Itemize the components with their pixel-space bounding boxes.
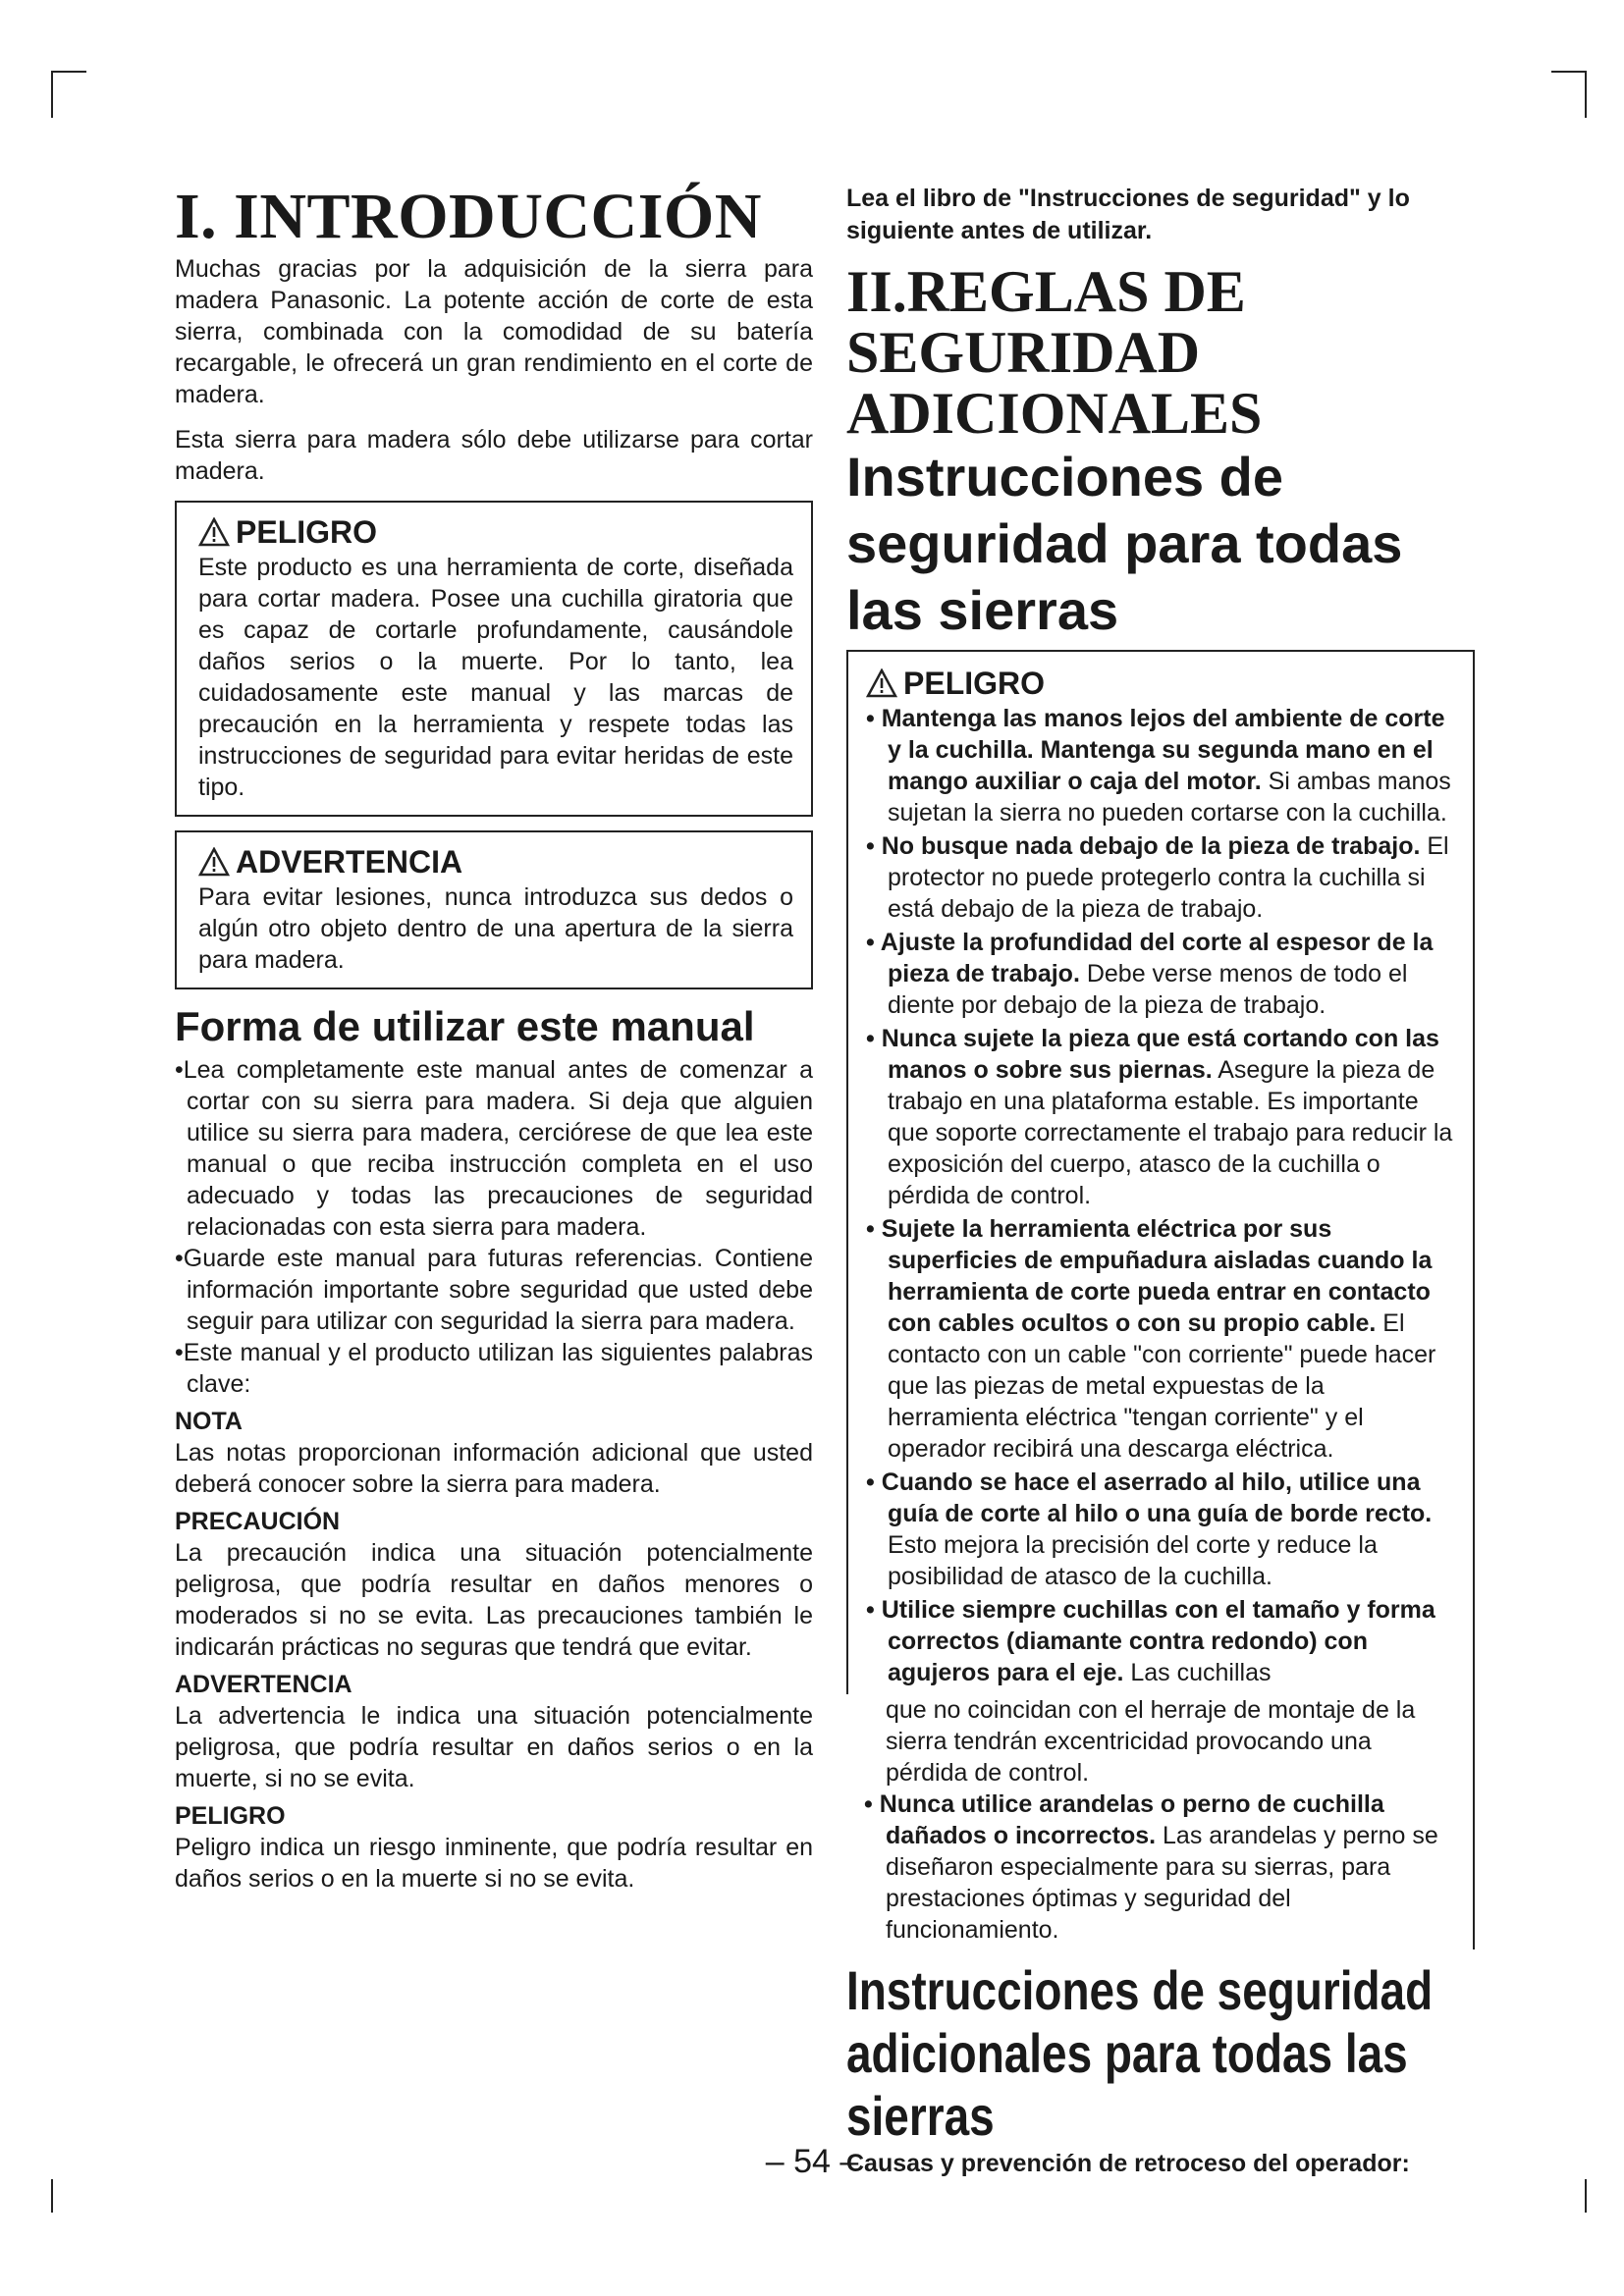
warning-triangle-icon xyxy=(198,847,230,877)
additional-instructions-heading: Instrucciones de seguridad adicionales para todas las sierras xyxy=(846,1959,1434,2147)
section-subtitle: Instrucciones de seguridad para todas las sierras xyxy=(846,446,1403,641)
nota-label: NOTA xyxy=(175,1408,243,1435)
crop-mark-top-right-v xyxy=(1585,71,1587,118)
nota-text: Las notas proporcionan información adicional que usted deberá conocer sobre la sierra para madera. xyxy=(175,1439,813,1498)
peligro-box xyxy=(175,501,813,817)
peligro-box-title: PELIGRO xyxy=(198,512,793,552)
advertencia-box-text: Para evitar lesiones, nunca introduzca sus dedos o algún otro objeto dentro de una apertura de la sierra para madera. xyxy=(198,883,793,974)
page-number: – 54 – xyxy=(765,2143,859,2180)
manual-bullet: •Guarde este manual para futuras referencias. Contiene información importante sobre seguridad que usted debe seguir para utilizar con seguridad la sierra para madera. xyxy=(175,1245,813,1335)
section-title-intro: I. INTRODUCCIÓN xyxy=(175,181,762,252)
advertencia-box xyxy=(175,830,813,989)
peligro-rules-box xyxy=(846,650,1475,1694)
read-instructions-note: Lea el libro de "Instrucciones de seguridad" y lo siguiente antes de utilizar. xyxy=(846,185,1410,244)
intro-paragraph-2: Esta sierra para madera sólo debe utilizarse para cortar madera. xyxy=(175,426,813,485)
manual-heading: Forma de utilizar este manual xyxy=(175,1003,755,1049)
list-item: • No busque nada debajo de la pieza de trabajo. El protector no puede protegerlo contra la cuchilla si está debajo de la pieza de trabajo. xyxy=(866,832,1449,923)
advertencia-text: La advertencia le indica una situación potencialmente peligrosa, que podría resultar en daños serios o en la muerte, si no se evita. xyxy=(175,1702,813,1792)
list-item: • Ajuste la profundidad del corte al espesor de la pieza de trabajo. Debe verse menos de todo el diente por debajo de la pieza de trabajo. xyxy=(866,929,1434,1019)
precaucion-label: PRECAUCIÓN xyxy=(175,1508,341,1535)
list-item: • Mantenga las manos lejos del ambiente de corte y la cuchilla. Mantenga su segunda mano en el mango auxiliar o caja del motor. Si ambas manos sujetan la sierra no pueden cortarse con la cuchilla. xyxy=(866,705,1451,827)
peligro-label: PELIGRO xyxy=(175,1802,286,1830)
peligro-text: Peligro indica un riesgo inminente, que podría resultar en daños serios o en la muerte si no se evita. xyxy=(175,1834,813,1893)
section-title-rules: II.REGLAS DE SEGURIDAD ADICIONALES xyxy=(846,259,1263,446)
peligro-box-text: Este producto es una herramienta de corte, diseñada para cortar madera. Posee una cuchilla giratoria que es capaz de cortarle profundamente, causándole daños serios o la muerte. Por lo tanto, lea cuidadosamente este manual y las marcas de precaución en la herramienta y respete todas las instrucciones de seguridad para evitar heridas de este tipo. xyxy=(198,554,793,801)
crop-mark-bottom-left xyxy=(51,2179,53,2213)
warning-triangle-icon xyxy=(866,668,897,698)
crop-mark-bottom-right xyxy=(1585,2179,1587,2213)
crop-mark-top-left-h xyxy=(51,71,86,73)
list-item: • Cuando se hace el aserrado al hilo, utilice una guía de corte al hilo o una guía de borde recto. Esto mejora la precisión del corte y reduce la posibilidad de atasco de la cuchilla. xyxy=(866,1468,1433,1590)
warning-triangle-icon xyxy=(198,517,230,547)
advertencia-box-title: ADVERTENCIA xyxy=(198,842,793,881)
intro-paragraph-1: Muchas gracias por la adquisición de la sierra para madera Panasonic. La potente acción de corte de esta sierra, combinada con la comodidad de su batería recargable, le ofrecerá un gran rendimiento en el corte de madera. xyxy=(175,255,813,408)
continued-text: que no coincidan con el herraje de montaje de la sierra tendrán excentricidad provocando una pérdida de control. xyxy=(886,1696,1416,1787)
list-item: • Nunca sujete la pieza que está cortando con las manos o sobre sus piernas. Asegure la pieza de trabajo en una plataforma estable. Es importante que soporte correctamente el trabajo para reducir la exposición del cuerpo, atasco de la cuchilla o pérdida de control. xyxy=(866,1025,1453,1209)
precaucion-text: La precaución indica una situación potencialmente peligrosa, que podría resultar en daños menores o moderados si no se evita. Las precauciones también le indicarán prácticas no seguras que tendrá que evitar. xyxy=(175,1539,813,1661)
kickback-subheading: Causas y prevención de retroceso del operador: xyxy=(846,2150,1410,2177)
manual-bullet: •Este manual y el producto utilizan las siguientes palabras clave: xyxy=(175,1339,813,1398)
crop-mark-top-right-h xyxy=(1551,71,1587,73)
rules-list xyxy=(866,703,1455,1688)
right-column xyxy=(846,183,1475,2179)
list-item: • Nunca utilice arandelas o perno de cuchilla dañados o incorrectos. Las arandelas y perno se diseñaron especialmente para su sierras, para prestaciones óptimas y seguridad del funcionamiento. xyxy=(864,1790,1438,1944)
advertencia-label: ADVERTENCIA xyxy=(175,1671,352,1698)
left-column xyxy=(175,177,813,1895)
crop-mark-top-left-v xyxy=(51,71,53,118)
manual-bullet: •Lea completamente este manual antes de comenzar a cortar con su sierra para madera. Si deja que alguien utilice su sierra para madera, cerciórese de que lea este manual o que reciba instrucción completa en el uso adecuado y todas las precauciones de seguridad relacionadas con esta sierra para madera. xyxy=(175,1056,813,1241)
list-item: • Sujete la herramienta eléctrica por sus superficies de empuñadura aisladas cuando la herramienta de corte pueda entrar en contacto con cables ocultos o con su propio cable. El contacto con un cable "con corriente" puede hacer que las piezas de metal expuestas de la herramienta eléctrica "tengan corriente" y el operador recibirá una descarga eléctrica. xyxy=(866,1215,1436,1463)
list-item: • Utilice siempre cuchillas con el tamaño y forma correctos (diamante contra redondo) con agujeros para el eje. Las cuchillas xyxy=(866,1596,1435,1686)
peligro-rules-title: PELIGRO xyxy=(866,664,1455,703)
rules-continued xyxy=(846,1694,1475,1949)
